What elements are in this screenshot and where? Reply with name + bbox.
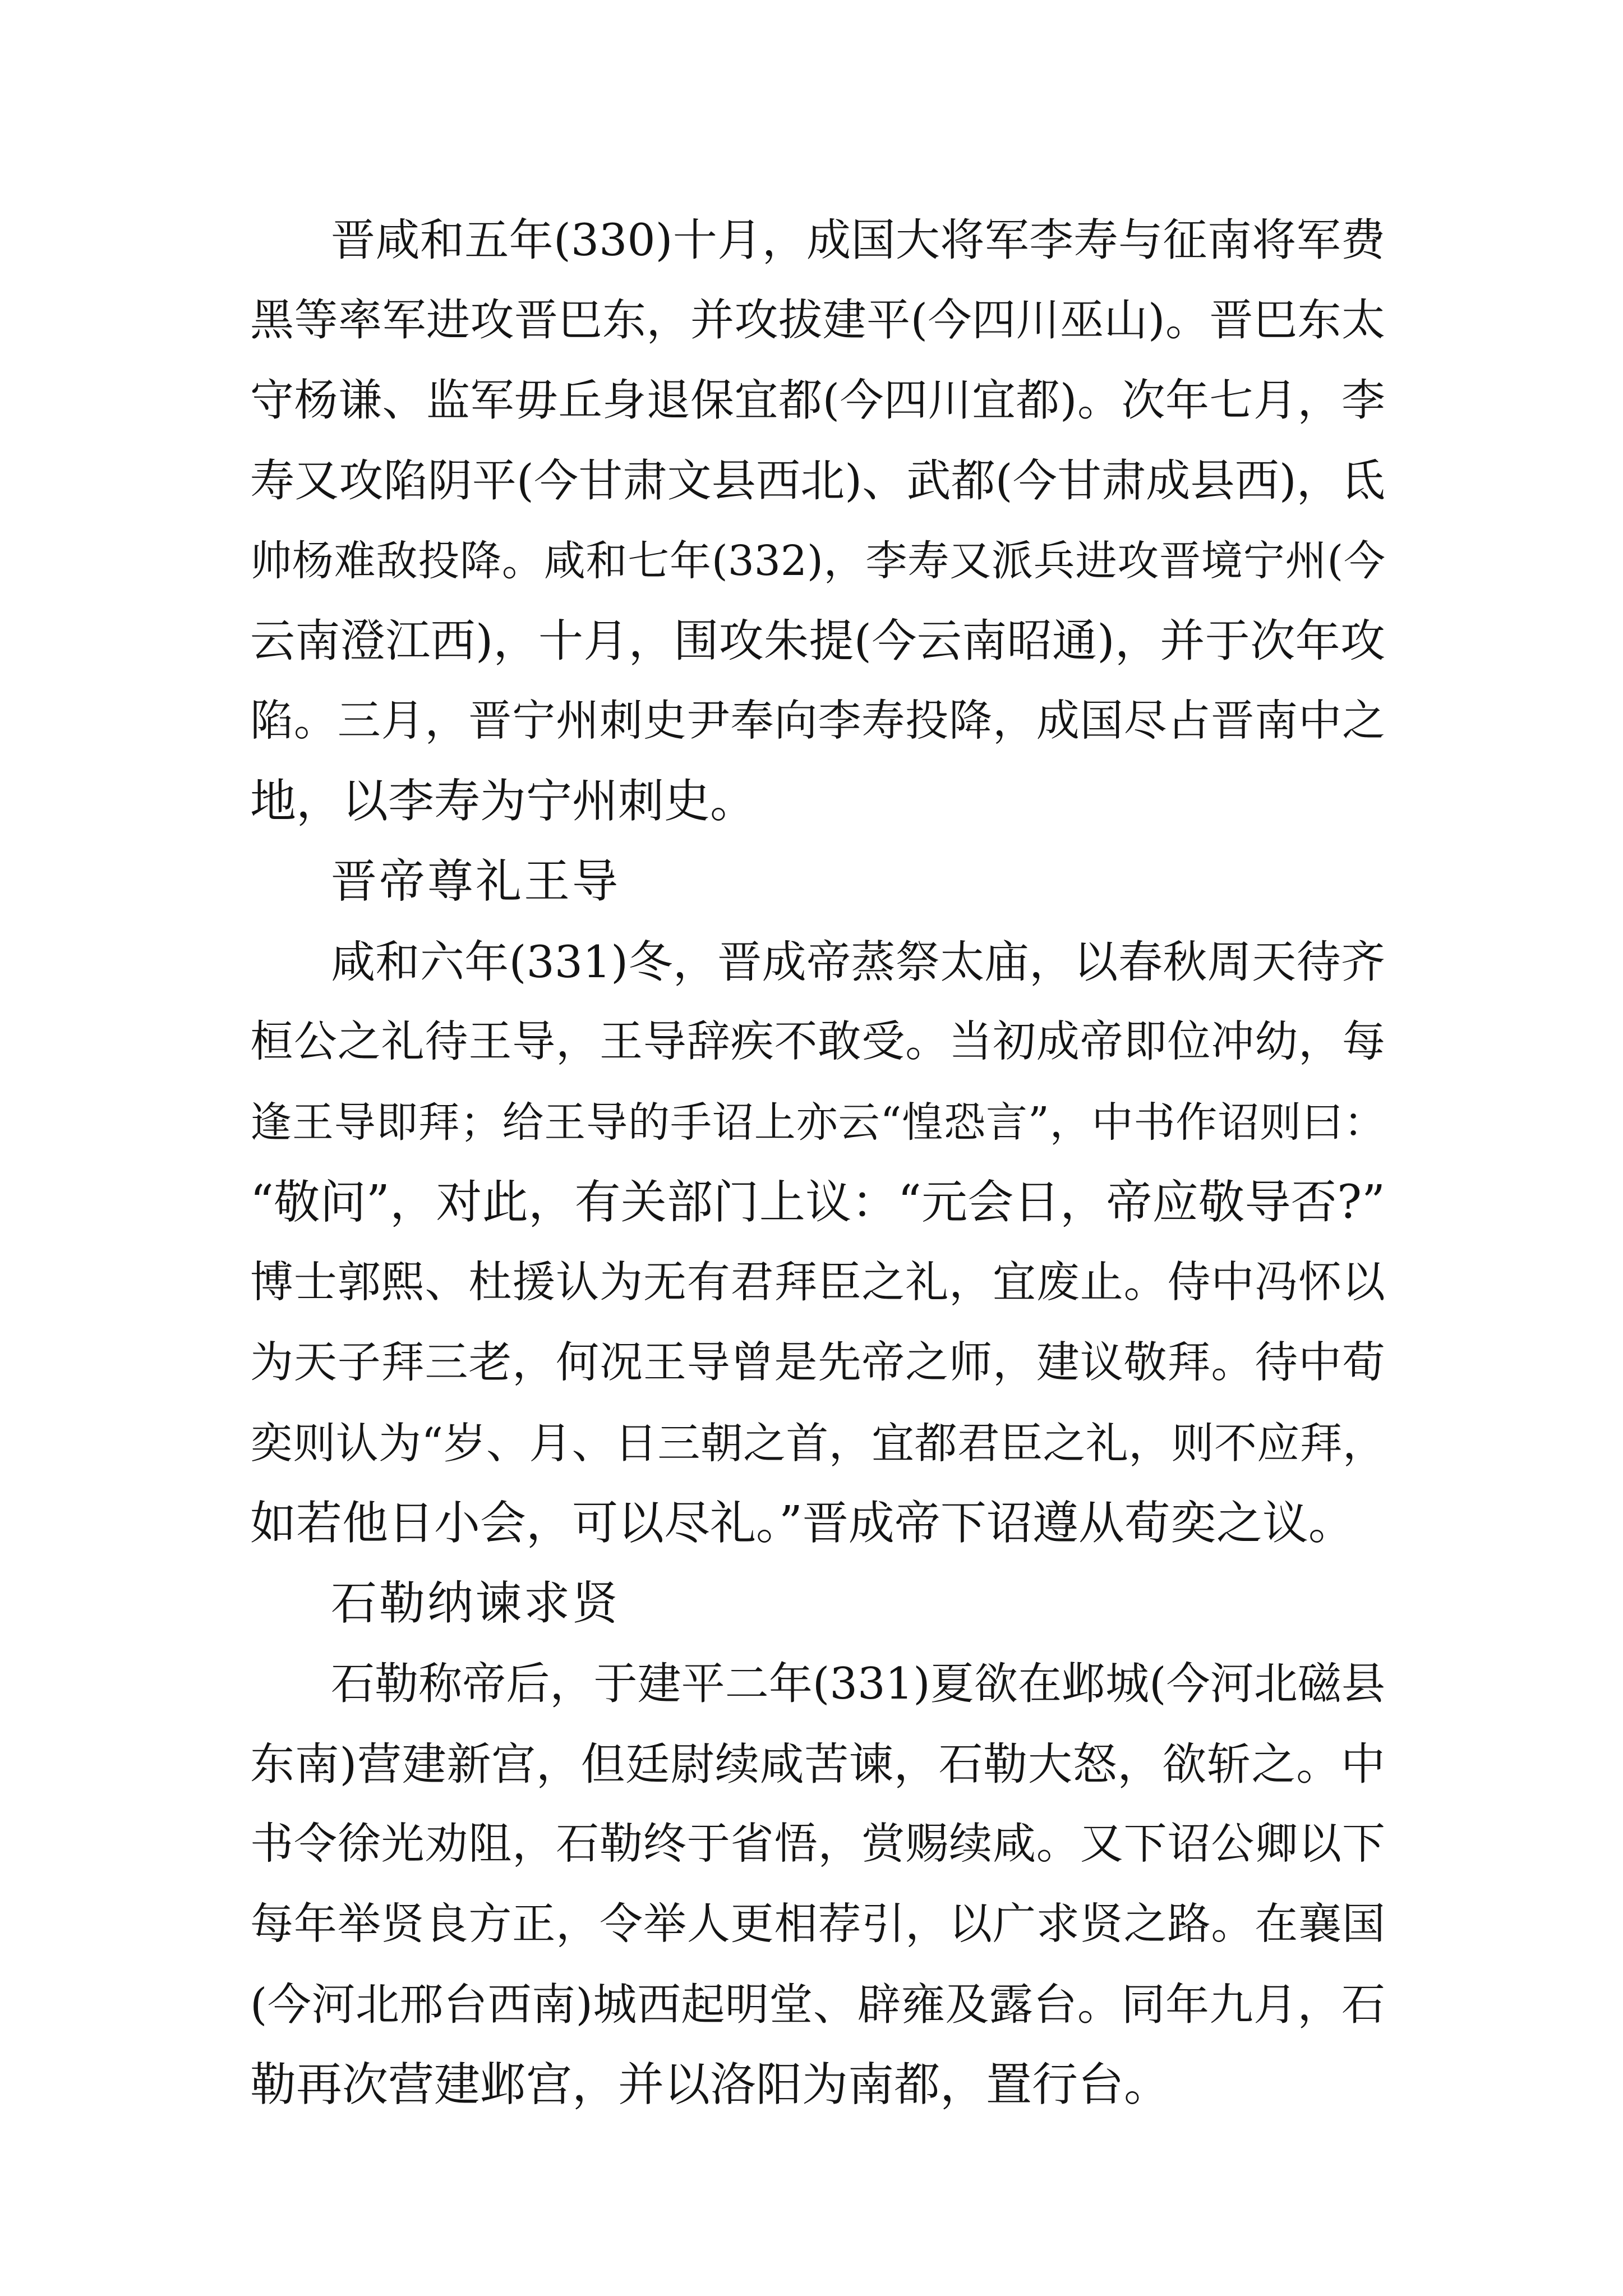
text-line: 博士郭熙、杜援认为无有君拜臣之礼，宜废止。侍中冯怀以 [250,1258,1385,1308]
text-line: 奕则认为“岁、月、日三朝之首，宜都君臣之礼，则不应拜， [250,1418,1385,1468]
section-heading: 石勒纳谏求贤 [331,1577,621,1630]
text-line: 守杨谦、监军毋丘身退保宜都(今四川宜都)。次年七月，李 [250,375,1385,426]
text-line: 云南澄江西)，十月，围攻朱提(今云南昭通)，并于次年攻 [250,615,1385,667]
text-line: 晋咸和五年(330)十月，成国大将军李寿与征南将军费 [331,214,1385,266]
text-line: 石勒称帝后，于建平二年(331)夏欲在邺城(今河北磁县 [331,1659,1385,1709]
text-line: 陷。三月，晋宁州刺史尹奉向李寿投降，成国尽占晋南中之 [250,696,1385,746]
text-line: 书令徐光劝阻，石勒终于省悟，赏赐续咸。又下诏公卿以下 [250,1819,1385,1869]
text-line: (今河北邢台西南)城西起明堂、辟雍及露台。同年九月，石 [250,1980,1385,2030]
text-line: 勒再次营建邺宫，并以洛阳为南都，置行台。 [250,2058,1170,2111]
text-line: 帅杨难敌投降。咸和七年(332)，李寿又派兵进攻晋境宁州(今 [250,537,1385,585]
text-line: 地，以李寿为宁州刺史。 [250,775,757,828]
text-line: 每年举贤良方正，令举人更相荐引，以广求贤之路。在襄国 [250,1899,1385,1949]
text-line: 咸和六年(331)冬，晋成帝蒸祭太庙，以春秋周天待齐 [331,936,1385,988]
text-line: 为天子拜三老，何况王导曾是先帝之师，建议敬拜。待中荀 [250,1338,1385,1388]
section-heading: 晋帝尊礼王导 [331,855,621,908]
text-line: 寿又攻陷阴平(今甘肃文县西北)、武都(今甘肃成县西)，氐 [250,455,1385,507]
text-line: 逢王导即拜；给王导的手诏上亦云“惶恐言”，中书作诏则曰： [250,1098,1385,1147]
text-line: 黑等率军进攻晋巴东，并攻拔建平(今四川巫山)。晋巴东太 [250,295,1385,346]
text-line: “敬问”，对此，有关部门上议：“元会日，帝应敬导否?” [250,1176,1385,1229]
text-line: 桓公之礼待王导，王导辞疾不敢受。当初成帝即位冲幼，每 [250,1017,1385,1067]
text-line: 东南)营建新宫，但廷尉续咸苦谏，石勒大怒，欲斩之。中 [250,1738,1385,1790]
text-line: 如若他日小会，可以尽礼。”晋成帝下诏遵从荀奕之议。 [250,1497,1354,1550]
